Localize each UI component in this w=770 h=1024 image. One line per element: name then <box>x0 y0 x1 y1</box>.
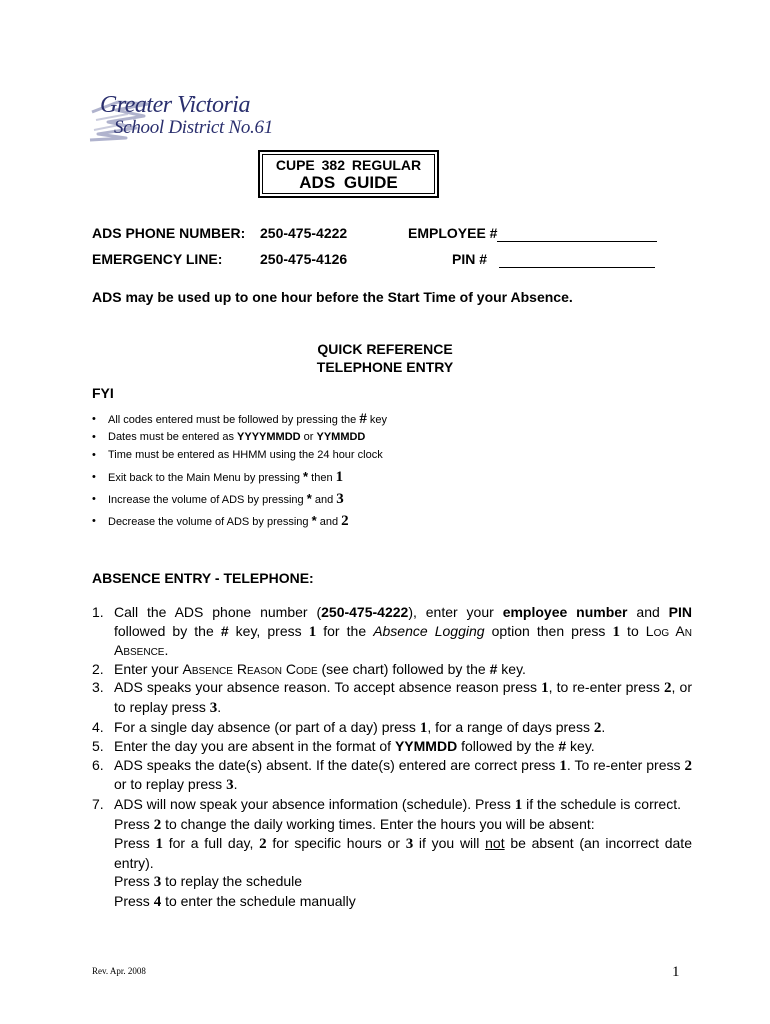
absence-entry-heading: ABSENCE ENTRY - TELEPHONE: <box>92 570 314 586</box>
three-key: 3 <box>336 491 344 507</box>
ads-phone-value: 250-475-4222 <box>260 225 348 241</box>
star-key: * <box>306 491 312 506</box>
emergency-line-label: EMERGENCY LINE: <box>92 251 223 267</box>
two-key: 2 <box>341 513 349 529</box>
revision-date: Rev. Apr. 2008 <box>92 966 146 976</box>
list-item: 3. ADS speaks your absence reason. To accept absence reason press 1, to re-enter press 2, or to replay press 3. <box>92 679 692 716</box>
pin-blank-line <box>499 251 655 268</box>
bullet-icon: • <box>92 431 96 443</box>
list-item: 4. For a single day absence (or part of a day) press 1, for a range of days press 2. <box>92 718 606 736</box>
list-item: • Dates must be entered as YYYYMMDD or YYMMDD <box>92 428 387 446</box>
bullet-icon: • <box>92 471 96 483</box>
hash-key: # <box>359 411 367 427</box>
logo-line-1: Greater Victoria <box>100 92 250 118</box>
title-inner-frame <box>262 154 435 194</box>
list-item: 5. Enter the day you are absent in the format of YYMMDD followed by the # key. <box>92 738 595 755</box>
employee-number-field <box>408 225 657 242</box>
fyi-list <box>92 410 387 530</box>
pin-field <box>452 251 655 268</box>
emergency-line-value: 250-475-4126 <box>260 251 348 267</box>
ads-phone-label: ADS PHONE NUMBER: <box>92 225 246 241</box>
bullet-icon: • <box>92 449 96 461</box>
bullet-icon: • <box>92 413 96 425</box>
one-key: 1 <box>335 469 344 485</box>
star-key: * <box>311 513 317 528</box>
fyi-heading: FYI <box>92 385 114 401</box>
list-item: 1. Call the ADS phone number (250-475-4222), enter your employee number and PIN followed by the # key, press 1 for the Absence Logging option then press 1 to Log An Absence. <box>92 604 692 659</box>
star-key: * <box>303 469 309 484</box>
absence-steps-list <box>92 603 692 912</box>
telephone-entry-heading: TELEPHONE ENTRY <box>316 359 454 375</box>
quick-reference-heading: QUICK REFERENCE <box>317 341 453 357</box>
title-line-1: CUPE 382 REGULAR <box>275 157 422 173</box>
bullet-icon: • <box>92 493 96 505</box>
list-item: 7. ADS will now speak your absence information (schedule). Press 1 if the schedule is correct. Press 2 to change the daily working times. Enter the hours you will be absent: Press 1 for a full day, 2 for specific hours or 3 if you will not be absent (an incorrect date entry). Press 3 to replay the schedule Press 4 to enter the schedule manually <box>92 795 692 910</box>
title-line-2: ADS GUIDE <box>299 173 398 192</box>
list-item: • Time must be entered as HHMM using the 24 hour clock <box>92 446 387 464</box>
list-item: 6. ADS speaks the date(s) absent. If the date(s) entered are correct press 1. To re-enter press 2 or to replay press 3. <box>92 756 692 794</box>
list-item: • All codes entered must be followed by pressing the # key <box>92 411 387 427</box>
list-item: 2. Enter your Absence Reason Code (see chart) followed by the # key. <box>92 660 526 677</box>
page-number: 1 <box>672 964 680 980</box>
list-item: • Decrease the volume of ADS by pressing * and 2 <box>92 513 349 529</box>
list-item: • Exit back to the Main Menu by pressing * then 1 <box>92 469 344 485</box>
employee-blank-line <box>497 225 657 242</box>
pin-label: PIN # <box>452 251 488 267</box>
employee-label: EMPLOYEE # <box>408 225 498 241</box>
bullet-icon: • <box>92 515 96 527</box>
logo-line-2: School District No.61 <box>114 117 273 138</box>
usage-notice: ADS may be used up to one hour before the Start Time of your Absence. <box>92 289 573 305</box>
list-item: • Increase the volume of ADS by pressing * and 3 <box>92 491 344 507</box>
title-box <box>258 150 439 198</box>
district-logo <box>88 90 273 146</box>
